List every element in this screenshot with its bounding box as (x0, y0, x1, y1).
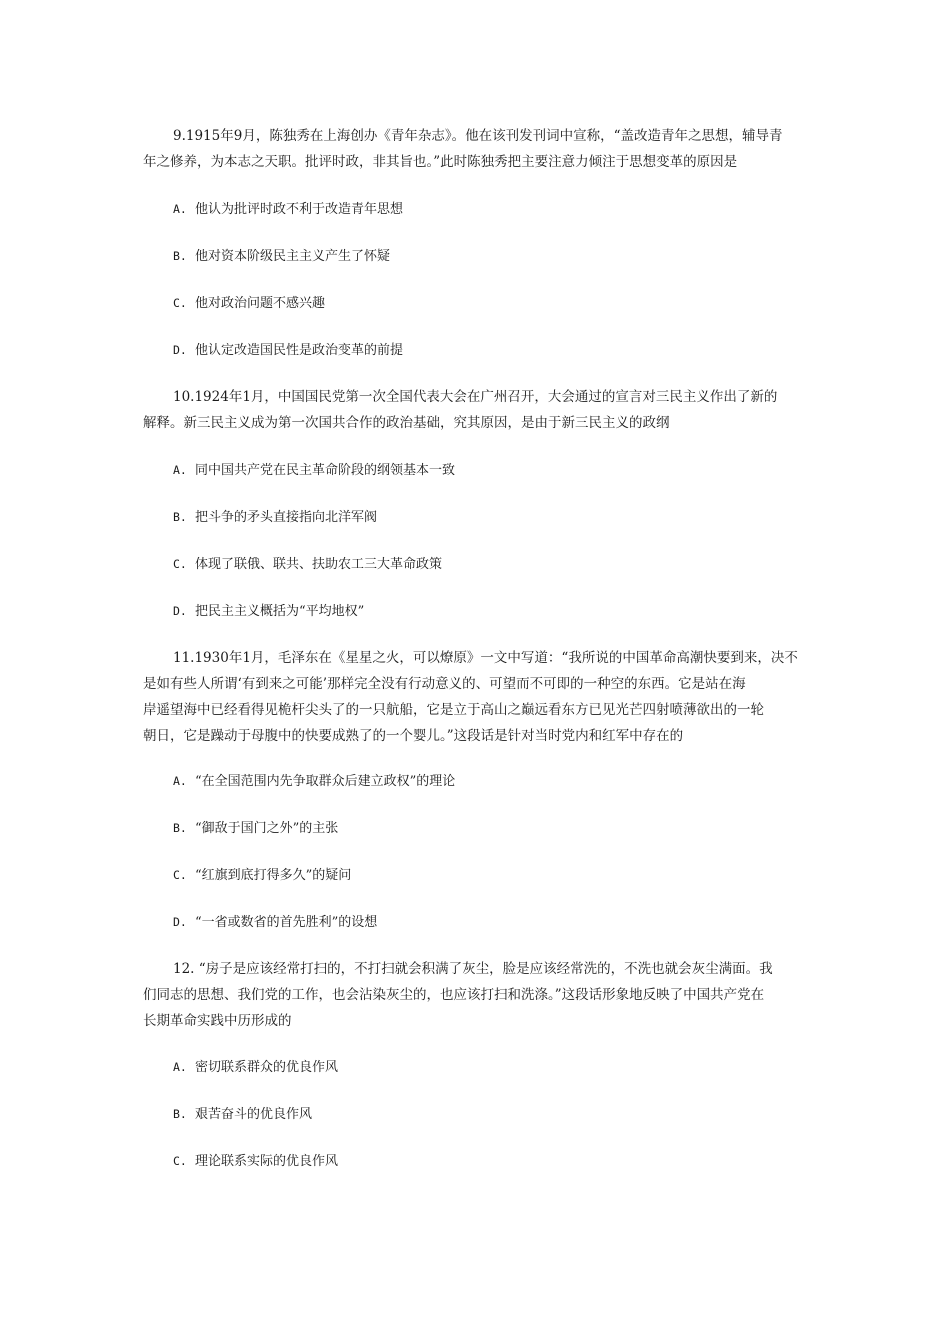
option-letter: A. (173, 1060, 187, 1074)
question-11-option-b (173, 818, 338, 839)
stem-line: 10.1924年1月，中国国民党第一次全国代表大会在广州召开，大会通过的宣言对三民主义作出了新的 (173, 389, 778, 405)
option-letter: B. (173, 510, 187, 524)
question-9-stem (143, 123, 813, 175)
question-11-option-c (173, 865, 351, 886)
stem-line: 长期革命实践中历形成的 (143, 1013, 292, 1029)
option-letter: B. (173, 1107, 187, 1121)
stem-line: 解释。新三民主义成为第一次国共合作的政治基础，究其原因，是由于新三民主义的政纲 (143, 415, 670, 431)
option-letter: C. (173, 1154, 187, 1168)
stem-line: 朝日，它是躁动于母腹中的快要成熟了的一个婴儿。”这段话是针对当时党内和红军中存在的 (143, 728, 684, 744)
option-letter: B. (173, 821, 187, 835)
option-text: 理论联系实际的优良作风 (195, 1154, 339, 1169)
question-12-option-a (173, 1057, 338, 1078)
stem-line: 们同志的思想、我们党的工作，也会沾染灰尘的，也应该打扫和洗涤。”这段话形象地反映了中国共产党在 (143, 987, 765, 1003)
option-text: 他认定改造国民性是政治变革的前提 (195, 343, 404, 358)
question-10-option-c (173, 554, 442, 575)
question-12-option-b (173, 1104, 312, 1125)
option-text: 密切联系群众的优良作风 (195, 1060, 339, 1075)
question-12-option-c (173, 1151, 338, 1172)
stem-line: 12. “房子是应该经常打扫的，不打扫就会积满了灰尘，脸是应该经常洗的，不洗也就会灰尘满面。我 (173, 961, 773, 977)
option-letter: C. (173, 557, 187, 571)
question-12-stem (143, 956, 813, 1034)
question-10-option-b (173, 507, 377, 528)
question-10-stem (143, 384, 813, 436)
option-text: 体现了联俄、联共、扶助农工三大革命政策 (195, 557, 443, 572)
stem-line: 年之修养，为本志之天职。批评时政，非其旨也。”此时陈独秀把主要注意力倾注于思想变革的原因是 (143, 154, 738, 170)
option-text: 把民主主义概括为“平均地权” (195, 604, 365, 619)
option-letter: A. (173, 463, 187, 477)
option-text: “红旗到底打得多久”的疑问 (195, 868, 352, 883)
option-letter: B. (173, 249, 187, 263)
option-text: 他对资本阶级民主主义产生了怀疑 (195, 249, 391, 264)
option-text: 同中国共产党在民主革命阶段的纲领基本一致 (195, 463, 456, 478)
question-11-stem (143, 645, 813, 749)
question-9-option-d (173, 340, 403, 361)
stem-line: 岸遥望海中已经看得见桅杆尖头了的一只航船，它是立于高山之巅远看东方已见光芒四射喷薄欲出的一轮 (143, 702, 764, 718)
question-9-option-a (173, 199, 403, 220)
option-text: 艰苦奋斗的优良作风 (195, 1107, 313, 1122)
option-text: 把斗争的矛头直接指向北洋军阀 (195, 510, 378, 525)
option-text: 他认为批评时政不利于改造青年思想 (195, 202, 404, 217)
stem-line: 11.1930年1月，毛泽东在《星星之火，可以燎原》一文中写道：“我所说的中国革命高潮快要到来，决不 (173, 650, 798, 666)
option-letter: C. (173, 868, 187, 882)
option-letter: D. (173, 604, 187, 618)
question-11-option-a (173, 771, 455, 792)
question-11-option-d (173, 912, 377, 933)
question-10-option-d (173, 601, 364, 622)
stem-line: 是如有些人所谓‘有到来之可能’那样完全没有行动意义的、可望而不可即的一种空的东西。它是站在海 (143, 676, 746, 692)
option-text: “一省或数省的首先胜利”的设想 (195, 915, 378, 930)
question-9-option-c (173, 293, 325, 314)
question-9-option-b (173, 246, 390, 267)
question-10-option-a (173, 460, 455, 481)
option-letter: D. (173, 915, 187, 929)
option-letter: A. (173, 202, 187, 216)
option-letter: A. (173, 774, 187, 788)
option-text: “御敌于国门之外”的主张 (195, 821, 339, 836)
option-letter: C. (173, 296, 187, 310)
stem-line: 9.1915年9月，陈独秀在上海创办《青年杂志》。他在该刊发刊词中宣称，“盖改造青年之思想，辅导青 (173, 128, 783, 144)
option-text: “在全国范围内先争取群众后建立政权”的理论 (195, 774, 456, 789)
option-text: 他对政治问题不感兴趣 (195, 296, 326, 311)
option-letter: D. (173, 343, 187, 357)
